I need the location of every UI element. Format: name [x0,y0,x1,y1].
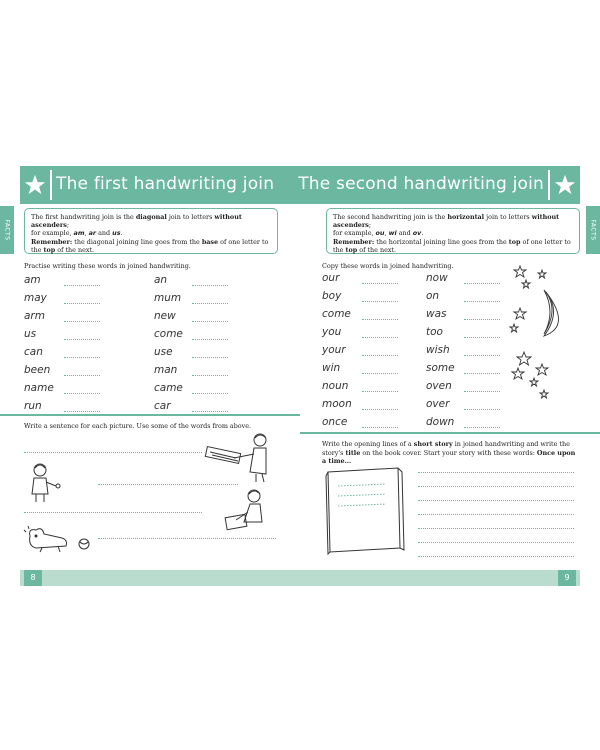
facts-text: of one letter to [520,237,571,246]
facts-text: the diagonal joining line goes from the [72,237,202,246]
writing-line[interactable] [362,427,398,428]
facts-text: for example, [333,229,376,238]
writing-line[interactable] [362,301,398,302]
writing-line[interactable] [362,391,398,392]
practice-word: down [426,416,455,428]
facts-example: us [112,229,121,238]
facts-tab-label: FACTS [3,219,11,241]
writing-line[interactable] [464,373,500,374]
writing-line[interactable] [464,409,500,410]
facts-bold: top [345,245,358,254]
practice-word: over [426,398,450,410]
writing-line[interactable] [64,393,100,394]
writing-line[interactable] [192,411,228,412]
writing-line[interactable] [192,357,228,358]
book-cover-illustration [324,464,406,556]
practice-word: our [322,272,340,284]
writing-line[interactable] [192,375,228,376]
page-number: 8 [24,570,42,586]
facts-box-left [24,208,278,254]
facts-box-right [326,208,580,254]
writing-line[interactable] [362,355,398,356]
practice-word: run [24,400,42,412]
sentence-line[interactable] [98,484,238,485]
facts-example: wi [388,229,397,238]
writing-line[interactable] [64,321,100,322]
writing-line[interactable] [464,301,500,302]
page-number: 9 [558,570,576,586]
facts-bold: top [508,237,521,246]
practice-word: wish [426,344,450,356]
practice-word: been [24,364,51,376]
facts-tab-right [586,206,600,254]
practice-word: us [24,328,37,340]
practice-word: come [322,308,351,320]
book-spread [3,166,597,588]
puppy-with-ball-illustration [22,522,92,554]
practice-word: am [24,274,41,286]
facts-text: join to letters [166,213,215,221]
facts-bold: Remember: [333,237,375,246]
facts-text: The first handwriting join is the [31,213,136,221]
right-page [298,166,597,588]
facts-text: and [96,229,113,238]
writing-line[interactable] [464,283,500,284]
writing-line[interactable] [64,303,100,304]
practice-word: oven [426,380,452,392]
copy-instruction: Copy these words in joined handwriting. [322,262,454,270]
writing-line[interactable] [64,375,100,376]
facts-bold: diagonal [135,213,167,221]
facts-text: The second handwriting join is the [333,213,448,221]
facts-text: . [421,229,424,238]
facts-text: of the next. [357,245,397,254]
story-line[interactable] [418,472,574,473]
facts-example: ou [375,229,385,238]
writing-line[interactable] [192,321,228,322]
moon-and-stars-illustration [506,264,566,418]
sentence-line[interactable] [98,538,276,539]
practice-word: arm [24,310,45,322]
word-row [24,364,274,382]
word-row [24,382,274,400]
facts-bold: Remember: [31,237,73,246]
story-line[interactable] [418,486,574,487]
instruction-text: on the book cover. Start your story with these words: [360,448,537,457]
writing-line[interactable] [362,409,398,410]
instruction-text: Write the opening lines of a [322,440,414,448]
practice-word: came [154,382,183,394]
left-page [3,166,300,588]
facts-text: for example, [31,229,74,238]
practice-word: can [24,346,43,358]
word-row [24,274,274,292]
writing-line[interactable] [464,391,500,392]
facts-text: join to letters [484,213,532,221]
practice-word: noun [322,380,349,392]
instruction-bold: Once upon a time... [322,448,576,466]
story-line[interactable] [418,500,574,501]
girl-with-flower-illustration [24,460,68,504]
word-row [24,346,274,364]
instruction-bold: short story [413,440,453,448]
right-page-title: The second handwriting join [298,174,544,194]
facts-text: of the next. [55,245,95,254]
facts-example: ar [88,229,97,238]
writing-line[interactable] [192,393,228,394]
writing-line[interactable] [64,357,100,358]
practice-word: an [154,274,168,286]
writing-line[interactable] [464,319,500,320]
writing-line[interactable] [192,339,228,340]
writing-line[interactable] [464,427,500,428]
writing-line[interactable] [64,285,100,286]
facts-text: . [120,229,123,238]
practice-word: name [24,382,54,394]
practice-word: too [426,326,443,338]
practice-word: on [426,290,440,302]
practice-word: may [24,292,47,304]
facts-bold: without ascenders [31,213,242,230]
writing-line[interactable] [362,319,398,320]
practice-word: boy [322,290,342,302]
star-icon [24,172,46,198]
writing-line[interactable] [464,355,500,356]
facts-text: ; [66,221,69,230]
facts-tab-left [0,206,14,254]
writing-line[interactable] [192,303,228,304]
practice-word: your [322,344,346,356]
word-row [24,292,274,310]
writing-line[interactable] [464,337,500,338]
facts-text: ; [368,221,371,230]
practice-word: now [426,272,448,284]
word-row [24,328,274,346]
title-divider [50,170,52,200]
facts-text: the [333,245,346,254]
star-icon [554,172,576,198]
facts-text: , [84,229,89,238]
left-page-title: The first handwriting join [56,174,275,194]
sentence-line[interactable] [24,512,202,513]
sentence-instruction: Write a sentence for each picture. Use some of the words from above. [24,422,252,430]
practice-word: new [154,310,176,322]
writing-line[interactable] [362,283,398,284]
practice-word: some [426,362,455,374]
child-drawing-illustration [222,486,272,532]
facts-bold: horizontal [447,213,485,221]
facts-text: the [31,245,44,254]
story-line[interactable] [418,556,574,557]
facts-bold: without ascenders [333,213,560,230]
writing-line[interactable] [192,285,228,286]
instruction-bold: title [345,448,361,457]
facts-text: , [384,229,389,238]
facts-text: and [396,229,413,238]
instruction-text: in joined handwriting and write the story's [322,440,570,457]
facts-text: the horizontal joining line goes from the [374,237,509,246]
word-row [24,310,274,328]
practice-word: car [154,400,171,412]
title-divider [548,170,550,200]
writing-line[interactable] [64,339,100,340]
practice-word: use [154,346,173,358]
writing-line[interactable] [64,411,100,412]
story-line[interactable] [418,514,574,515]
story-line[interactable] [418,528,574,529]
practice-word: come [154,328,183,340]
facts-bold: top [43,245,56,254]
writing-line[interactable] [362,337,398,338]
facts-tab-label: FACTS [589,219,597,241]
section-divider [300,432,600,434]
practice-word: was [426,308,447,320]
practice-word: mum [154,292,182,304]
practice-word: win [322,362,341,374]
practice-instruction: Practise writing these words in joined handwriting. [24,262,191,270]
writing-line[interactable] [362,373,398,374]
practice-word: man [154,364,178,376]
story-instruction [322,440,578,466]
story-line[interactable] [418,542,574,543]
facts-example: ov [412,229,422,238]
section-divider [0,414,300,416]
practice-word: you [322,326,342,338]
facts-example: am [73,229,85,238]
facts-text: of one letter to [218,237,269,246]
practice-word: moon [322,398,352,410]
practice-word: once [322,416,348,428]
boy-with-keyboard-illustration [200,428,278,484]
facts-bold: base [201,237,219,246]
sentence-line[interactable] [24,452,202,453]
